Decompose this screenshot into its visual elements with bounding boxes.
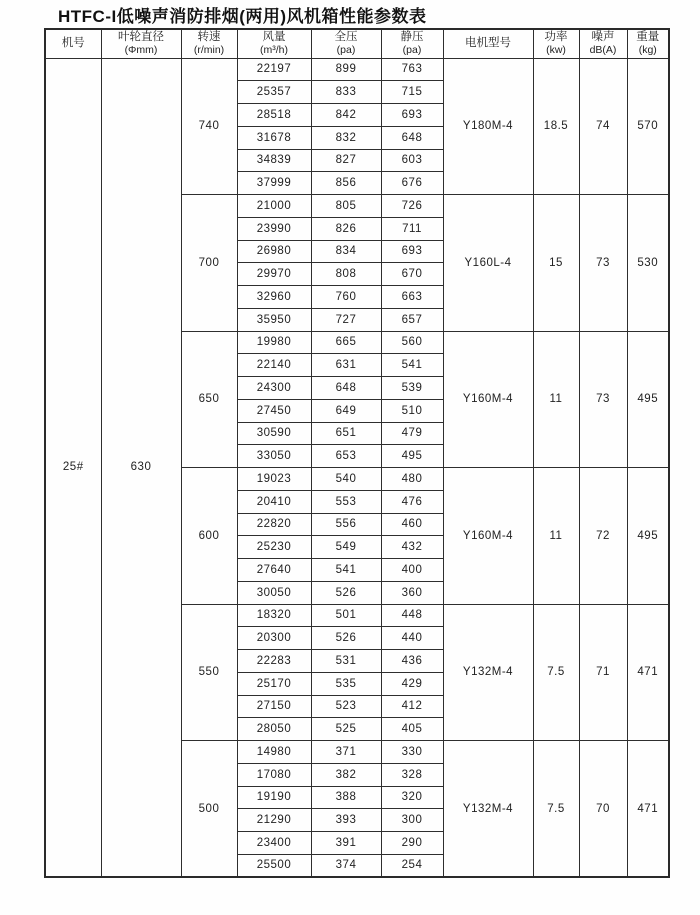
total-pressure-cell: 827: [311, 149, 381, 172]
static-pressure-cell: 400: [381, 559, 443, 582]
total-pressure-cell: 834: [311, 240, 381, 263]
total-pressure-cell: 535: [311, 672, 381, 695]
air-volume-cell: 30590: [237, 422, 311, 445]
col-header-unit: (pa): [336, 44, 356, 57]
air-volume-cell: 35950: [237, 308, 311, 331]
static-pressure-cell: 360: [381, 581, 443, 604]
total-pressure-cell: 382: [311, 763, 381, 786]
total-pressure-cell: 531: [311, 650, 381, 673]
static-pressure-cell: 432: [381, 536, 443, 559]
air-volume-cell: 19023: [237, 468, 311, 491]
power-cell: 7.5: [533, 741, 579, 878]
weight-cell: 495: [627, 331, 669, 468]
total-pressure-cell: 856: [311, 172, 381, 195]
total-pressure-cell: 388: [311, 786, 381, 809]
speed-cell: 650: [181, 331, 237, 468]
col-header-label: 功率: [544, 30, 568, 43]
power-cell: 15: [533, 195, 579, 332]
static-pressure-cell: 560: [381, 331, 443, 354]
total-pressure-cell: 808: [311, 263, 381, 286]
col-header-motor-model: [443, 29, 533, 58]
col-header-unit: (kg): [638, 44, 657, 57]
static-pressure-cell: 480: [381, 468, 443, 491]
col-header-label: 转速: [197, 30, 221, 43]
col-header-label: 静压: [400, 30, 424, 43]
total-pressure-cell: 526: [311, 627, 381, 650]
power-cell: 18.5: [533, 58, 579, 195]
air-volume-cell: 22283: [237, 650, 311, 673]
static-pressure-cell: 541: [381, 354, 443, 377]
total-pressure-cell: 541: [311, 559, 381, 582]
static-pressure-cell: 763: [381, 58, 443, 81]
air-volume-cell: 29970: [237, 263, 311, 286]
total-pressure-cell: 371: [311, 741, 381, 764]
total-pressure-cell: 760: [311, 286, 381, 309]
static-pressure-cell: 405: [381, 718, 443, 741]
air-volume-cell: 23400: [237, 832, 311, 855]
table-row: [45, 58, 669, 81]
total-pressure-cell: 391: [311, 832, 381, 855]
air-volume-cell: 28518: [237, 104, 311, 127]
air-volume-cell: 22820: [237, 513, 311, 536]
air-volume-cell: 24300: [237, 377, 311, 400]
motor-model-cell: Y132M-4: [443, 741, 533, 878]
air-volume-cell: 31678: [237, 126, 311, 149]
speed-cell: 500: [181, 741, 237, 878]
static-pressure-cell: 440: [381, 627, 443, 650]
weight-cell: 471: [627, 604, 669, 741]
air-volume-cell: 17080: [237, 763, 311, 786]
static-pressure-cell: 603: [381, 149, 443, 172]
static-pressure-cell: 448: [381, 604, 443, 627]
total-pressure-cell: 805: [311, 195, 381, 218]
col-header-total-pressure: [311, 29, 381, 58]
total-pressure-cell: 648: [311, 377, 381, 400]
air-volume-cell: 25357: [237, 81, 311, 104]
total-pressure-cell: 523: [311, 695, 381, 718]
total-pressure-cell: 553: [311, 490, 381, 513]
total-pressure-cell: 374: [311, 854, 381, 877]
air-volume-cell: 23990: [237, 217, 311, 240]
static-pressure-cell: 460: [381, 513, 443, 536]
static-pressure-cell: 476: [381, 490, 443, 513]
static-pressure-cell: 510: [381, 399, 443, 422]
performance-table: [44, 28, 670, 878]
col-header-unit: (pa): [402, 44, 422, 57]
air-volume-cell: 21000: [237, 195, 311, 218]
col-header-label: 重量: [636, 30, 660, 43]
air-volume-cell: 25170: [237, 672, 311, 695]
static-pressure-cell: 290: [381, 832, 443, 855]
air-volume-cell: 28050: [237, 718, 311, 741]
air-volume-cell: 27640: [237, 559, 311, 582]
static-pressure-cell: 328: [381, 763, 443, 786]
total-pressure-cell: 899: [311, 58, 381, 81]
col-header-unit: (Φmm): [124, 44, 158, 57]
motor-model-cell: Y160M-4: [443, 331, 533, 468]
speed-cell: 550: [181, 604, 237, 741]
page-title: HTFC-I低噪声消防排烟(两用)风机箱性能参数表: [58, 7, 427, 26]
col-header-noise: [579, 29, 627, 58]
total-pressure-cell: 833: [311, 81, 381, 104]
static-pressure-cell: 648: [381, 126, 443, 149]
air-volume-cell: 19980: [237, 331, 311, 354]
col-header-power: [533, 29, 579, 58]
col-header-unit: (r/min): [193, 44, 225, 57]
total-pressure-cell: 649: [311, 399, 381, 422]
air-volume-cell: 26980: [237, 240, 311, 263]
air-volume-cell: 19190: [237, 786, 311, 809]
col-header-label: 电机型号: [465, 36, 511, 49]
machine-no-cell: 25#: [45, 58, 101, 877]
total-pressure-cell: 842: [311, 104, 381, 127]
air-volume-cell: 27450: [237, 399, 311, 422]
static-pressure-cell: 320: [381, 786, 443, 809]
noise-cell: 71: [579, 604, 627, 741]
static-pressure-cell: 657: [381, 308, 443, 331]
col-header-air-volume: [237, 29, 311, 58]
static-pressure-cell: 330: [381, 741, 443, 764]
static-pressure-cell: 670: [381, 263, 443, 286]
air-volume-cell: 27150: [237, 695, 311, 718]
static-pressure-cell: 711: [381, 217, 443, 240]
total-pressure-cell: 651: [311, 422, 381, 445]
air-volume-cell: 21290: [237, 809, 311, 832]
total-pressure-cell: 501: [311, 604, 381, 627]
total-pressure-cell: 631: [311, 354, 381, 377]
static-pressure-cell: 429: [381, 672, 443, 695]
noise-cell: 73: [579, 331, 627, 468]
weight-cell: 530: [627, 195, 669, 332]
noise-cell: 73: [579, 195, 627, 332]
total-pressure-cell: 832: [311, 126, 381, 149]
total-pressure-cell: 556: [311, 513, 381, 536]
col-header-label: 叶轮直径: [118, 30, 164, 43]
speed-cell: 700: [181, 195, 237, 332]
weight-cell: 495: [627, 468, 669, 605]
total-pressure-cell: 549: [311, 536, 381, 559]
header-row: [45, 29, 669, 58]
air-volume-cell: 22140: [237, 354, 311, 377]
col-header-weight: [627, 29, 669, 58]
speed-cell: 740: [181, 58, 237, 195]
static-pressure-cell: 539: [381, 377, 443, 400]
total-pressure-cell: 653: [311, 445, 381, 468]
static-pressure-cell: 693: [381, 104, 443, 127]
air-volume-cell: 25230: [237, 536, 311, 559]
weight-cell: 471: [627, 741, 669, 878]
total-pressure-cell: 393: [311, 809, 381, 832]
static-pressure-cell: 412: [381, 695, 443, 718]
table-body: [45, 58, 669, 877]
noise-cell: 74: [579, 58, 627, 195]
col-header-label: 全压: [334, 30, 358, 43]
total-pressure-cell: 826: [311, 217, 381, 240]
air-volume-cell: 18320: [237, 604, 311, 627]
air-volume-cell: 25500: [237, 854, 311, 877]
static-pressure-cell: 300: [381, 809, 443, 832]
impeller-diameter-cell: 630: [101, 58, 181, 877]
speed-cell: 600: [181, 468, 237, 605]
static-pressure-cell: 676: [381, 172, 443, 195]
air-volume-cell: 30050: [237, 581, 311, 604]
air-volume-cell: 14980: [237, 741, 311, 764]
static-pressure-cell: 663: [381, 286, 443, 309]
power-cell: 11: [533, 331, 579, 468]
col-header-machine-no: [45, 29, 101, 58]
table-header: [45, 29, 669, 58]
air-volume-cell: 22197: [237, 58, 311, 81]
noise-cell: 70: [579, 741, 627, 878]
air-volume-cell: 33050: [237, 445, 311, 468]
total-pressure-cell: 665: [311, 331, 381, 354]
air-volume-cell: 20300: [237, 627, 311, 650]
air-volume-cell: 20410: [237, 490, 311, 513]
power-cell: 7.5: [533, 604, 579, 741]
air-volume-cell: 34839: [237, 149, 311, 172]
noise-cell: 72: [579, 468, 627, 605]
static-pressure-cell: 479: [381, 422, 443, 445]
static-pressure-cell: 693: [381, 240, 443, 263]
total-pressure-cell: 727: [311, 308, 381, 331]
col-header-unit: (kw): [546, 44, 566, 57]
air-volume-cell: 32960: [237, 286, 311, 309]
col-header-impeller-diameter: [101, 29, 181, 58]
col-header-label: 机号: [61, 36, 85, 49]
total-pressure-cell: 525: [311, 718, 381, 741]
static-pressure-cell: 715: [381, 81, 443, 104]
col-header-unit: dB(A): [589, 44, 617, 57]
static-pressure-cell: 436: [381, 650, 443, 673]
motor-model-cell: Y160M-4: [443, 468, 533, 605]
motor-model-cell: Y180M-4: [443, 58, 533, 195]
motor-model-cell: Y132M-4: [443, 604, 533, 741]
col-header-label: 噪声: [591, 30, 615, 43]
static-pressure-cell: 495: [381, 445, 443, 468]
total-pressure-cell: 526: [311, 581, 381, 604]
static-pressure-cell: 254: [381, 854, 443, 877]
col-header-static-pressure: [381, 29, 443, 58]
col-header-speed: [181, 29, 237, 58]
weight-cell: 570: [627, 58, 669, 195]
motor-model-cell: Y160L-4: [443, 195, 533, 332]
total-pressure-cell: 540: [311, 468, 381, 491]
power-cell: 11: [533, 468, 579, 605]
static-pressure-cell: 726: [381, 195, 443, 218]
air-volume-cell: 37999: [237, 172, 311, 195]
col-header-label: 风量: [262, 30, 286, 43]
col-header-unit: (m³/h): [260, 44, 288, 57]
